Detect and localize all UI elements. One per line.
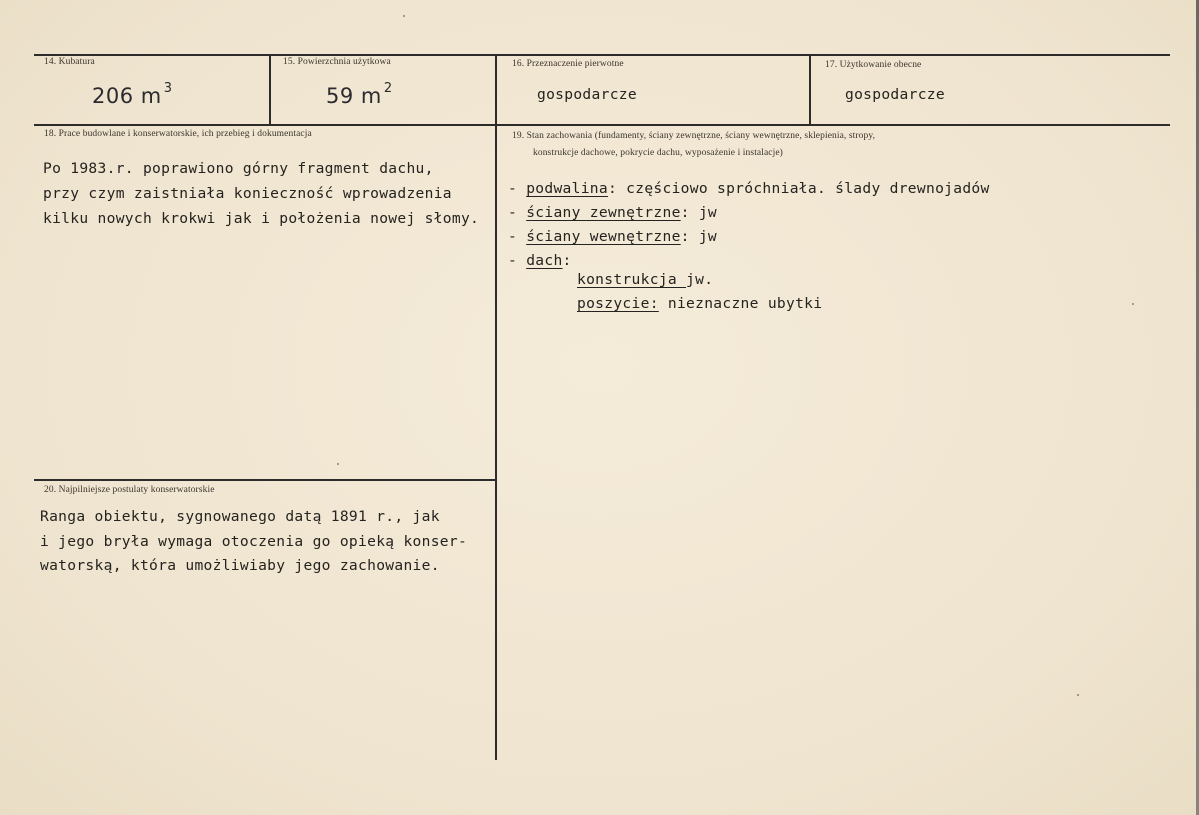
top-rule — [34, 54, 1170, 56]
field-14-unit-exp: 3 — [163, 81, 173, 96]
item-dash: - — [508, 204, 518, 221]
field-20-line: watorską, która umożliwiaby jego zachowanie. — [40, 557, 440, 574]
field-14-value — [92, 81, 173, 108]
item-dash: - — [508, 252, 518, 269]
field-16-label: 16. Przeznaczenie pierwotne — [512, 59, 624, 69]
item-dash: - — [508, 180, 518, 197]
item-text: : — [562, 252, 572, 269]
paper-speck — [337, 463, 339, 465]
item-term: podwalina — [526, 180, 608, 197]
item-term: dach — [526, 252, 563, 269]
field-15-unit-exp: 2 — [383, 81, 393, 96]
field-18-line: kilku nowych krokwi jak i położenia nowej słomy. — [43, 210, 480, 227]
subitem-text: nieznaczne ubytki — [658, 295, 823, 312]
paper-speck — [1077, 694, 1079, 696]
paper-speck — [1132, 303, 1134, 305]
field-18-line: przy czym zaistniała konieczność wprowadzenia — [43, 185, 452, 202]
item-text: : częściowo spróchniała. ślady drewnojadów — [607, 180, 990, 197]
field-15-number: 59 m — [326, 84, 382, 108]
field-18-label: 18. Prace budowlane i konserwatorskie, ich przebieg i dokumentacja — [44, 129, 312, 139]
item-term: ściany zewnętrzne — [526, 204, 681, 221]
field-15-value — [326, 81, 393, 108]
item-dash: - — [508, 228, 518, 245]
field-20-line: i jego bryła wymaga otoczenia go opieką konser- — [40, 533, 468, 550]
field-17-label: 17. Użytkowanie obecne — [825, 60, 922, 70]
field-19-item — [508, 252, 572, 269]
subitem-term: konstrukcja — [577, 271, 687, 288]
field-20-line: Ranga obiektu, sygnowanego datą 1891 r., jak — [40, 508, 440, 525]
divider-15-16 — [495, 54, 497, 760]
field-15-label: 15. Powierzchnia użytkowa — [283, 57, 391, 67]
divider-16-17 — [809, 54, 811, 124]
subitem-text: jw. — [686, 271, 714, 288]
field-19-subitem — [577, 295, 822, 312]
field-19-item — [508, 180, 990, 197]
item-text: : jw — [680, 204, 718, 221]
field-17-value: gospodarcze — [845, 86, 945, 103]
row2-rule — [34, 124, 1170, 126]
field-16-value: gospodarcze — [537, 86, 637, 103]
field-18-line: Po 1983.r. poprawiono górny fragment dachu, — [43, 160, 434, 177]
divider-14-15 — [269, 54, 271, 124]
left-split-rule — [34, 479, 495, 481]
field-20-label: 20. Najpilniejsze postulaty konserwatorskie — [44, 485, 215, 495]
item-text: : jw — [680, 228, 718, 245]
field-19-label-line2: konstrukcje dachowe, pokrycie dachu, wyposażenie i instalacje) — [533, 148, 783, 158]
paper-speck — [403, 15, 405, 17]
field-19-subitem — [577, 271, 713, 288]
item-term: ściany wewnętrzne — [526, 228, 681, 245]
field-14-label: 14. Kubatura — [44, 57, 95, 67]
subitem-term: poszycie: — [577, 295, 659, 312]
field-19-item — [508, 204, 717, 221]
field-14-number: 206 m — [92, 84, 162, 108]
field-19-item — [508, 228, 717, 245]
field-19-label-line1: 19. Stan zachowania (fundamenty, ściany zewnętrzne, ściany wewnętrzne, sklepienia, stropy, — [512, 131, 876, 141]
